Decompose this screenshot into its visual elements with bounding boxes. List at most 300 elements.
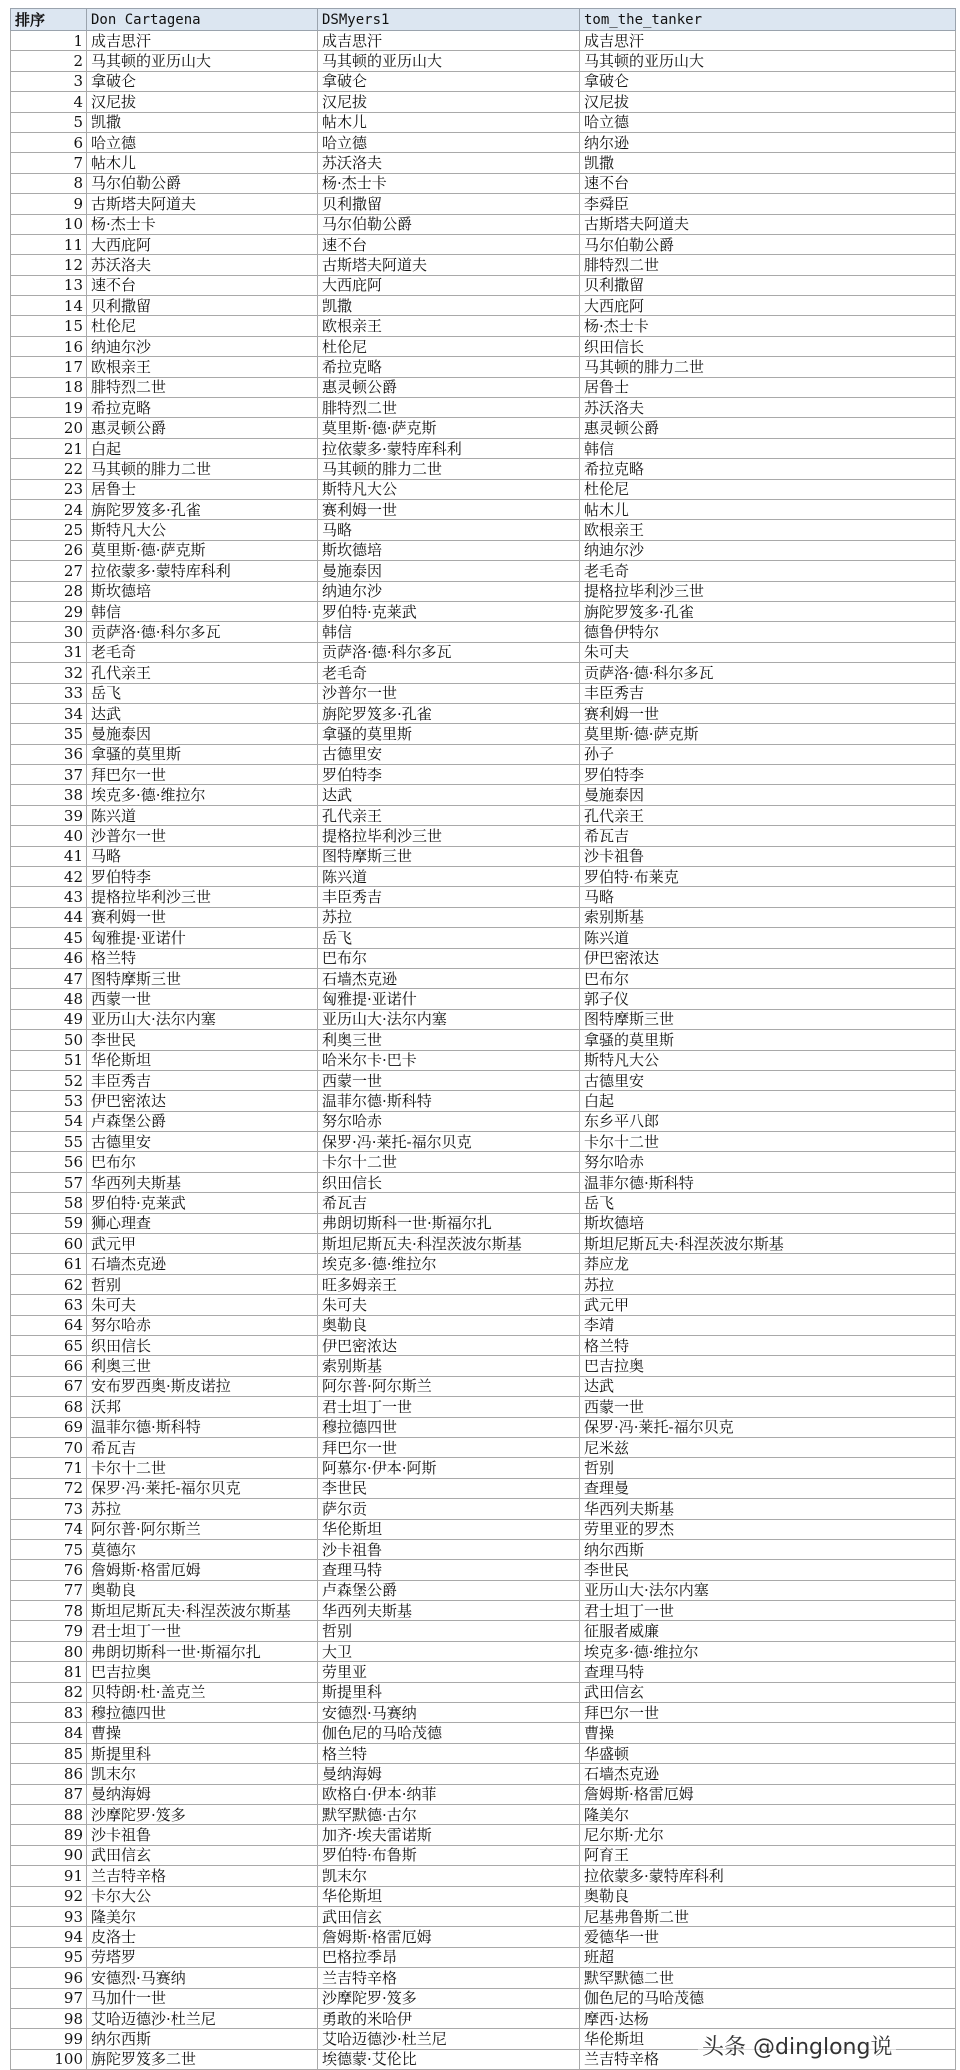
don-cartagena-cell: 大西庇阿 [87,234,318,254]
header-rank: 排序 [11,9,87,31]
dsmyers1-cell: 大卫 [318,1641,580,1661]
table-row [11,1458,956,1478]
tom-the-tanker-cell: 查理曼 [580,1478,956,1498]
tom-the-tanker-cell: 曹操 [580,1723,956,1743]
rank-cell: 64 [11,1315,87,1335]
tom-the-tanker-cell: 白起 [580,1091,956,1111]
tom-the-tanker-cell: 凯撒 [580,153,956,173]
table-row [11,1234,956,1254]
dsmyers1-cell: 武田信玄 [318,1906,580,1926]
tom-the-tanker-cell: 巴吉拉奥 [580,1356,956,1376]
dsmyers1-cell: 兰吉特辛格 [318,1968,580,1988]
dsmyers1-cell: 沙普尔一世 [318,683,580,703]
table-row [11,1886,956,1906]
rank-cell: 30 [11,622,87,642]
don-cartagena-cell: 凯末尔 [87,1764,318,1784]
dsmyers1-cell: 图特摩斯三世 [318,846,580,866]
rank-cell: 20 [11,418,87,438]
table-row [11,357,956,377]
dsmyers1-cell: 李世民 [318,1478,580,1498]
dsmyers1-cell: 斯特凡大公 [318,479,580,499]
tom-the-tanker-cell: 赛利姆一世 [580,703,956,723]
rank-cell: 61 [11,1254,87,1274]
don-cartagena-cell: 华伦斯坦 [87,1050,318,1070]
tom-the-tanker-cell: 格兰特 [580,1336,956,1356]
tom-the-tanker-cell: 爱德华一世 [580,1927,956,1947]
don-cartagena-cell: 纳尔西斯 [87,2029,318,2049]
dsmyers1-cell: 欧格白·伊本·纳菲 [318,1784,580,1804]
table-row [11,1539,956,1559]
dsmyers1-cell: 伽色尼的马哈茂德 [318,1723,580,1743]
dsmyers1-cell: 奥勒良 [318,1315,580,1335]
rank-cell: 16 [11,336,87,356]
table-row [11,1927,956,1947]
dsmyers1-cell: 哲别 [318,1621,580,1641]
dsmyers1-cell: 古斯塔夫阿道夫 [318,255,580,275]
table-row [11,703,956,723]
rank-cell: 17 [11,357,87,377]
rank-cell: 25 [11,520,87,540]
rank-cell: 13 [11,275,87,295]
rank-cell: 100 [11,2049,87,2069]
dsmyers1-cell: 艾哈迈德沙·杜兰尼 [318,2029,580,2049]
table-row [11,92,956,112]
ranking-table [10,8,956,2070]
dsmyers1-cell: 拜巴尔一世 [318,1437,580,1457]
header-don-cartagena: Don Cartagena [87,9,318,31]
rank-cell: 42 [11,867,87,887]
don-cartagena-cell: 石墙杰克逊 [87,1254,318,1274]
tom-the-tanker-cell: 织田信长 [580,336,956,356]
rank-cell: 5 [11,112,87,132]
tom-the-tanker-cell: 拿骚的莫里斯 [580,1030,956,1050]
tom-the-tanker-cell: 马尔伯勒公爵 [580,234,956,254]
tom-the-tanker-cell: 尼基弗鲁斯二世 [580,1906,956,1926]
tom-the-tanker-cell: 亚历山大·法尔内塞 [580,1580,956,1600]
tom-the-tanker-cell: 韩信 [580,438,956,458]
table-row [11,1132,956,1152]
table-row [11,1784,956,1804]
rank-cell: 40 [11,826,87,846]
table-row [11,1336,956,1356]
tom-the-tanker-cell: 征服者威廉 [580,1621,956,1641]
dsmyers1-cell: 努尔哈赤 [318,1111,580,1131]
dsmyers1-cell: 西蒙一世 [318,1070,580,1090]
table-row [11,499,956,519]
dsmyers1-cell: 帖木儿 [318,112,580,132]
table-row [11,581,956,601]
tom-the-tanker-cell: 温菲尔德·斯科特 [580,1172,956,1192]
table-row [11,51,956,71]
table-row [11,520,956,540]
tom-the-tanker-cell: 沙卡祖鲁 [580,846,956,866]
table-row [11,418,956,438]
rank-cell: 80 [11,1641,87,1661]
dsmyers1-cell: 索别斯基 [318,1356,580,1376]
don-cartagena-cell: 居鲁士 [87,479,318,499]
don-cartagena-cell: 苏沃洛夫 [87,255,318,275]
tom-the-tanker-cell: 斯特凡大公 [580,1050,956,1070]
don-cartagena-cell: 贝利撒留 [87,296,318,316]
dsmyers1-cell: 马其顿的腓力二世 [318,459,580,479]
rank-cell: 39 [11,805,87,825]
table-row [11,1519,956,1539]
tom-the-tanker-cell: 华伦斯坦 [580,2029,956,2049]
tom-the-tanker-cell: 伽色尼的马哈茂德 [580,1988,956,2008]
tom-the-tanker-cell: 奥勒良 [580,1886,956,1906]
dsmyers1-cell: 斯坦尼斯瓦夫·科涅茨波尔斯基 [318,1234,580,1254]
table-row [11,826,956,846]
rank-cell: 23 [11,479,87,499]
table-row [11,112,956,132]
table-row [11,1437,956,1457]
dsmyers1-cell: 马略 [318,520,580,540]
tom-the-tanker-cell: 腓特烈二世 [580,255,956,275]
dsmyers1-cell: 织田信长 [318,1172,580,1192]
dsmyers1-cell: 拿破仑 [318,71,580,91]
table-row [11,1091,956,1111]
rank-cell: 29 [11,601,87,621]
tom-the-tanker-cell: 丰臣秀吉 [580,683,956,703]
don-cartagena-cell: 兰吉特辛格 [87,1866,318,1886]
rank-cell: 4 [11,92,87,112]
don-cartagena-cell: 沙卡祖鲁 [87,1825,318,1845]
table-row [11,1804,956,1824]
tom-the-tanker-cell: 帖木儿 [580,499,956,519]
dsmyers1-cell: 卡尔十二世 [318,1152,580,1172]
dsmyers1-cell: 罗伯特·克莱武 [318,601,580,621]
table-row [11,1417,956,1437]
table-row [11,479,956,499]
don-cartagena-cell: 阿尔普·阿尔斯兰 [87,1519,318,1539]
tom-the-tanker-cell: 孙子 [580,744,956,764]
rank-cell: 65 [11,1336,87,1356]
dsmyers1-cell: 陈兴道 [318,867,580,887]
rank-cell: 51 [11,1050,87,1070]
dsmyers1-cell: 韩信 [318,622,580,642]
dsmyers1-cell: 华伦斯坦 [318,1886,580,1906]
rank-cell: 45 [11,928,87,948]
dsmyers1-cell: 马其顿的亚历山大 [318,51,580,71]
table-row [11,1703,956,1723]
tom-the-tanker-cell: 武田信玄 [580,1682,956,1702]
tom-the-tanker-cell: 莫里斯·德·萨克斯 [580,724,956,744]
don-cartagena-cell: 贝特朗·杜·盖克兰 [87,1682,318,1702]
tom-the-tanker-cell: 曼施泰因 [580,785,956,805]
tom-the-tanker-cell: 尼尔斯·尤尔 [580,1825,956,1845]
tom-the-tanker-cell: 纳尔逊 [580,132,956,152]
rank-cell: 90 [11,1845,87,1865]
rank-cell: 43 [11,887,87,907]
rank-cell: 49 [11,1009,87,1029]
tom-the-tanker-cell: 石墙杰克逊 [580,1764,956,1784]
table-row [11,153,956,173]
don-cartagena-cell: 哲别 [87,1274,318,1294]
table-row [11,846,956,866]
dsmyers1-cell: 弗朗切斯科一世·斯福尔扎 [318,1213,580,1233]
rank-cell: 86 [11,1764,87,1784]
don-cartagena-cell: 曼施泰因 [87,724,318,744]
rank-cell: 74 [11,1519,87,1539]
don-cartagena-cell: 旃陀罗笈多二世 [87,2049,318,2069]
dsmyers1-cell: 古德里安 [318,744,580,764]
table-row [11,1641,956,1661]
tom-the-tanker-cell: 李靖 [580,1315,956,1335]
header-dsmyers1: DSMyers1 [318,9,580,31]
tom-the-tanker-cell: 斯坦尼斯瓦夫·科涅茨波尔斯基 [580,1234,956,1254]
don-cartagena-cell: 韩信 [87,601,318,621]
don-cartagena-cell: 巴吉拉奥 [87,1662,318,1682]
rank-cell: 12 [11,255,87,275]
table-row [11,1764,956,1784]
tom-the-tanker-cell: 埃克多·德·维拉尔 [580,1641,956,1661]
rank-cell: 24 [11,499,87,519]
table-row [11,1193,956,1213]
table-row [11,1968,956,1988]
dsmyers1-cell: 格兰特 [318,1743,580,1763]
don-cartagena-cell: 保罗·冯·莱托-福尔贝克 [87,1478,318,1498]
table-row [11,1030,956,1050]
dsmyers1-cell: 拿骚的莫里斯 [318,724,580,744]
don-cartagena-cell: 华西列夫斯基 [87,1172,318,1192]
don-cartagena-cell: 安布罗西奥·斯皮诺拉 [87,1376,318,1396]
table-row [11,1478,956,1498]
tom-the-tanker-cell: 杨·杰士卡 [580,316,956,336]
don-cartagena-cell: 贡萨洛·德·科尔多瓦 [87,622,318,642]
dsmyers1-cell: 贝利撒留 [318,194,580,214]
don-cartagena-cell: 斯坦尼斯瓦夫·科涅茨波尔斯基 [87,1601,318,1621]
dsmyers1-cell: 贡萨洛·德·科尔多瓦 [318,642,580,662]
dsmyers1-cell: 温菲尔德·斯科特 [318,1091,580,1111]
rank-cell: 2 [11,51,87,71]
rank-cell: 41 [11,846,87,866]
table-row [11,968,956,988]
table-row [11,1376,956,1396]
don-cartagena-cell: 奥勒良 [87,1580,318,1600]
don-cartagena-cell: 老毛奇 [87,642,318,662]
table-row [11,1662,956,1682]
dsmyers1-cell: 华伦斯坦 [318,1519,580,1539]
tom-the-tanker-cell: 图特摩斯三世 [580,1009,956,1029]
dsmyers1-cell: 詹姆斯·格雷厄姆 [318,1927,580,1947]
table-row [11,1070,956,1090]
table-row [11,1866,956,1886]
tom-the-tanker-cell: 索别斯基 [580,907,956,927]
dsmyers1-cell: 腓特烈二世 [318,398,580,418]
rank-cell: 68 [11,1397,87,1417]
tom-the-tanker-cell: 古斯塔夫阿道夫 [580,214,956,234]
tom-the-tanker-cell: 马略 [580,887,956,907]
rank-cell: 44 [11,907,87,927]
tom-the-tanker-cell: 隆美尔 [580,1804,956,1824]
tom-the-tanker-cell: 查理马特 [580,1662,956,1682]
tom-the-tanker-cell: 老毛奇 [580,561,956,581]
tom-the-tanker-cell: 莽应龙 [580,1254,956,1274]
table-row [11,214,956,234]
table-row [11,1580,956,1600]
tom-the-tanker-cell: 拜巴尔一世 [580,1703,956,1723]
don-cartagena-cell: 陈兴道 [87,805,318,825]
don-cartagena-cell: 拜巴尔一世 [87,765,318,785]
rank-cell: 3 [11,71,87,91]
table-row [11,724,956,744]
don-cartagena-cell: 卢森堡公爵 [87,1111,318,1131]
tom-the-tanker-cell: 尼米兹 [580,1437,956,1457]
tom-the-tanker-cell: 提格拉毕利沙三世 [580,581,956,601]
dsmyers1-cell: 埃克多·德·维拉尔 [318,1254,580,1274]
dsmyers1-cell: 保罗·冯·莱托-福尔贝克 [318,1132,580,1152]
rank-cell: 19 [11,398,87,418]
tom-the-tanker-cell: 大西庇阿 [580,296,956,316]
tom-the-tanker-cell: 纳迪尔沙 [580,540,956,560]
don-cartagena-cell: 速不台 [87,275,318,295]
tom-the-tanker-cell: 朱可夫 [580,642,956,662]
dsmyers1-cell: 提格拉毕利沙三世 [318,826,580,846]
don-cartagena-cell: 艾哈迈德沙·杜兰尼 [87,2008,318,2028]
don-cartagena-cell: 斯坎德培 [87,581,318,601]
dsmyers1-cell: 大西庇阿 [318,275,580,295]
don-cartagena-cell: 格兰特 [87,948,318,968]
tom-the-tanker-cell: 古德里安 [580,1070,956,1090]
rank-cell: 32 [11,663,87,683]
rank-cell: 55 [11,1132,87,1152]
dsmyers1-cell: 岳飞 [318,928,580,948]
table-row [11,132,956,152]
don-cartagena-cell: 赛利姆一世 [87,907,318,927]
dsmyers1-cell: 汉尼拔 [318,92,580,112]
don-cartagena-cell: 拉依蒙多·蒙特库科利 [87,561,318,581]
rank-cell: 95 [11,1947,87,1967]
tom-the-tanker-cell: 速不台 [580,173,956,193]
table-row [11,296,956,316]
rank-cell: 34 [11,703,87,723]
dsmyers1-cell: 巴布尔 [318,948,580,968]
header-row [11,9,956,31]
tom-the-tanker-cell: 保罗·冯·莱托-福尔贝克 [580,1417,956,1437]
dsmyers1-cell: 勇敢的米哈伊 [318,2008,580,2028]
table-row [11,1601,956,1621]
dsmyers1-cell: 巴格拉季昂 [318,1947,580,1967]
dsmyers1-cell: 安德烈·马赛纳 [318,1703,580,1723]
table-row [11,1906,956,1926]
table-row [11,1213,956,1233]
don-cartagena-cell: 提格拉毕利沙三世 [87,887,318,907]
rank-cell: 6 [11,132,87,152]
rank-cell: 78 [11,1601,87,1621]
don-cartagena-cell: 苏拉 [87,1499,318,1519]
rank-cell: 77 [11,1580,87,1600]
tom-the-tanker-cell: 哈立德 [580,112,956,132]
table-row [11,1743,956,1763]
don-cartagena-cell: 沙摩陀罗·笈多 [87,1804,318,1824]
don-cartagena-cell: 莫里斯·德·萨克斯 [87,540,318,560]
table-row [11,316,956,336]
rank-cell: 22 [11,459,87,479]
dsmyers1-cell: 阿尔普·阿尔斯兰 [318,1376,580,1396]
rank-cell: 67 [11,1376,87,1396]
rank-cell: 11 [11,234,87,254]
don-cartagena-cell: 安德烈·马赛纳 [87,1968,318,1988]
rank-cell: 70 [11,1437,87,1457]
tom-the-tanker-cell: 兰吉特辛格 [580,2049,956,2069]
don-cartagena-cell: 斯特凡大公 [87,520,318,540]
table-row [11,1050,956,1070]
rank-cell: 56 [11,1152,87,1172]
table-row [11,1988,956,2008]
don-cartagena-cell: 沙普尔一世 [87,826,318,846]
don-cartagena-cell: 旃陀罗笈多·孔雀 [87,499,318,519]
table-row [11,275,956,295]
don-cartagena-cell: 腓特烈二世 [87,377,318,397]
tom-the-tanker-cell: 郭子仪 [580,989,956,1009]
table-row [11,1254,956,1274]
don-cartagena-cell: 沃邦 [87,1397,318,1417]
tom-the-tanker-cell: 阿育王 [580,1845,956,1865]
table-row [11,561,956,581]
don-cartagena-cell: 皮洛士 [87,1927,318,1947]
rank-cell: 37 [11,765,87,785]
rank-cell: 52 [11,1070,87,1090]
don-cartagena-cell: 白起 [87,438,318,458]
table-row [11,194,956,214]
dsmyers1-cell: 卢森堡公爵 [318,1580,580,1600]
rank-cell: 15 [11,316,87,336]
tom-the-tanker-cell: 李世民 [580,1560,956,1580]
don-cartagena-cell: 孔代亲王 [87,663,318,683]
tom-the-tanker-cell: 武元甲 [580,1295,956,1315]
don-cartagena-cell: 罗伯特李 [87,867,318,887]
don-cartagena-cell: 罗伯特·克莱武 [87,1193,318,1213]
don-cartagena-cell: 杨·杰士卡 [87,214,318,234]
table-row [11,642,956,662]
dsmyers1-cell: 老毛奇 [318,663,580,683]
don-cartagena-cell: 拿破仑 [87,71,318,91]
rank-cell: 96 [11,1968,87,1988]
don-cartagena-cell: 弗朗切斯科一世·斯福尔扎 [87,1641,318,1661]
table-row [11,1682,956,1702]
tom-the-tanker-cell: 岳飞 [580,1193,956,1213]
dsmyers1-cell: 凯撒 [318,296,580,316]
tom-the-tanker-cell: 居鲁士 [580,377,956,397]
dsmyers1-cell: 丰臣秀吉 [318,887,580,907]
tom-the-tanker-cell: 纳尔西斯 [580,1539,956,1559]
don-cartagena-cell: 丰臣秀吉 [87,1070,318,1090]
rank-cell: 98 [11,2008,87,2028]
table-row [11,744,956,764]
tom-the-tanker-cell: 孔代亲王 [580,805,956,825]
tom-the-tanker-cell: 哲别 [580,1458,956,1478]
dsmyers1-cell: 沙卡祖鲁 [318,1539,580,1559]
dsmyers1-cell: 希拉克略 [318,357,580,377]
don-cartagena-cell: 亚历山大·法尔内塞 [87,1009,318,1029]
table-row [11,1499,956,1519]
don-cartagena-cell: 希瓦吉 [87,1437,318,1457]
tom-the-tanker-cell: 达武 [580,1376,956,1396]
dsmyers1-cell: 君士坦丁一世 [318,1397,580,1417]
tom-the-tanker-cell: 马其顿的亚历山大 [580,51,956,71]
tom-the-tanker-cell: 伊巴密浓达 [580,948,956,968]
don-cartagena-cell: 岳飞 [87,683,318,703]
rank-cell: 9 [11,194,87,214]
don-cartagena-cell: 欧根亲王 [87,357,318,377]
table-row [11,622,956,642]
table-row [11,1947,956,1967]
table-row [11,1152,956,1172]
source-watermark: 头条 @dinglong说 [698,2030,896,2061]
table-row [11,1825,956,1845]
tom-the-tanker-cell: 拿破仑 [580,71,956,91]
don-cartagena-cell: 希拉克略 [87,398,318,418]
